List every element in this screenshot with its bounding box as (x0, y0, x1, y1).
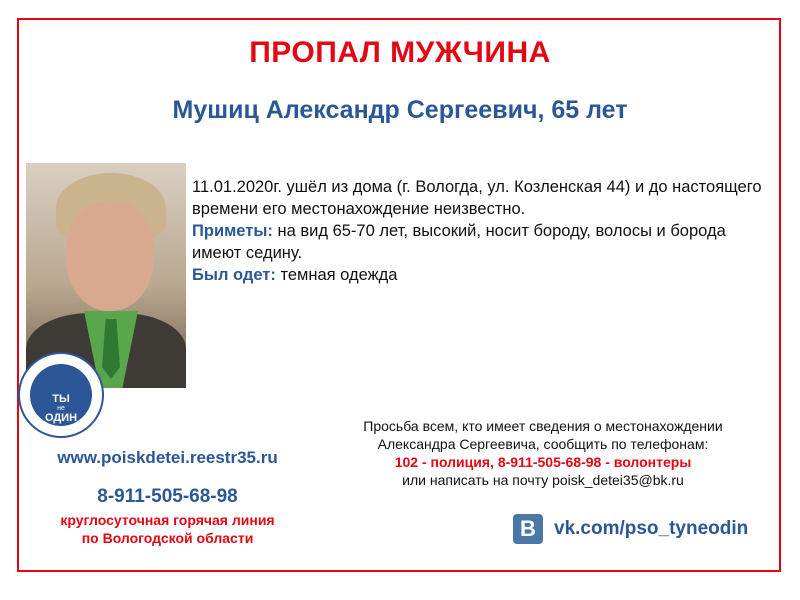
description-features (192, 220, 772, 264)
missing-person-name: Мушиц Александр Сергеевич, 65 лет (172, 96, 628, 124)
website-link[interactable]: www.poiskdetei.reestr35.ru (57, 448, 278, 467)
features-text: на вид 65-70 лет, высокий, носит бороду, волосы и борода имеют седину. (192, 222, 726, 262)
description-intro: 11.01.2020г. ушёл из дома (г. Вологда, ул. Козленская 44) и до настоящего времени его местонахождение неизвестно. (192, 178, 762, 218)
search-team-logo (18, 352, 104, 438)
appeal-line2: Александра Сергеевича, сообщить по телефонам: (377, 436, 709, 452)
description-clothing (192, 264, 772, 286)
vk-icon[interactable]: B (513, 514, 543, 544)
logo-text-top: ТЫ (52, 393, 70, 405)
vk-link[interactable]: vk.com/pso_tyneodin (554, 518, 749, 539)
hotline-caption (30, 511, 305, 547)
hotline-caption-line1: круглосуточная горячая линия (60, 512, 275, 528)
clothing-label: Был одет: (192, 266, 276, 284)
hotline-phone[interactable]: 8-911-505-68-98 (97, 486, 238, 507)
logo-text-small: не (57, 405, 65, 412)
features-label: Приметы: (192, 222, 273, 240)
logo-text-bottom: ОДИН (44, 412, 78, 424)
description-block (192, 176, 772, 286)
appeal-phones: 102 - полиция, 8-911-505-68-98 - волонтеры (394, 454, 692, 470)
clothing-text: темная одежда (275, 266, 398, 284)
hotline-caption-line2: по Вологодской области (81, 530, 254, 546)
poster-headline: ПРОПАЛ МУЖЧИНА (249, 36, 551, 69)
appeal-email: или написать на почту poisk_detei35@bk.ru (402, 472, 684, 488)
appeal-line1: Просьба всем, кто имеет сведения о местонахождении (363, 418, 723, 434)
appeal-block (318, 417, 768, 489)
